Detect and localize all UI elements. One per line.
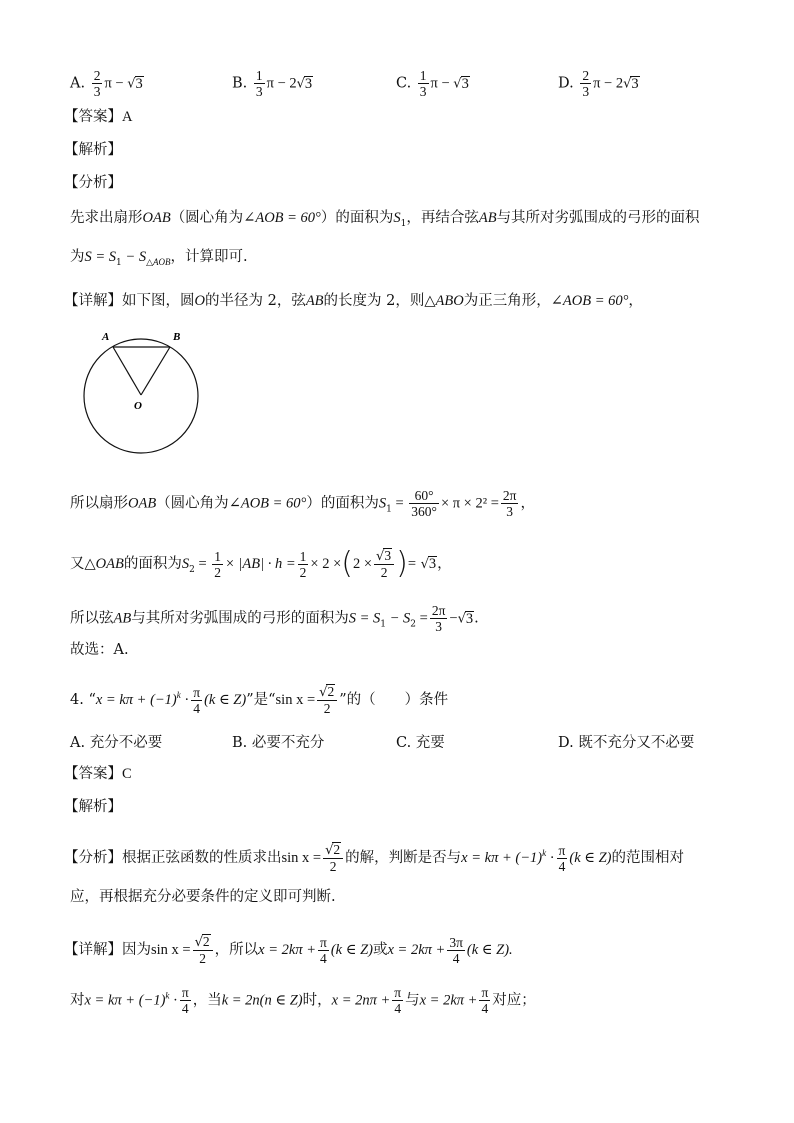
- xiangjie-label: 【详解】: [64, 293, 122, 309]
- fraction: $\frac{\pi}{4}$: [394, 985, 402, 1016]
- fraction: $\frac{√2}{2}$: [193, 934, 213, 966]
- q4-option-a: A. 充分不必要: [70, 735, 163, 751]
- fraction: $\frac{1}{3}$: [255, 68, 263, 99]
- radius-oa: [113, 347, 141, 395]
- answer-value: A: [122, 109, 133, 125]
- fraction: $\frac{\pi}{4}$: [193, 684, 201, 716]
- q4-option-b: B. 必要不充分: [232, 735, 325, 751]
- fraction: $\frac{2\pi}{3}$: [502, 488, 517, 519]
- q4-last-line: 对$x = k\pi + (-1)^k$ · $\frac{\pi}{4}$ ，当k = 2n(n ∈ Z)时，x = 2nπ + $\frac{\pi}{4}$ 与x = 2kπ + $\frac{\pi}{4}$ 对应；: [70, 985, 536, 1016]
- answer-label: 【答案】: [64, 766, 122, 782]
- fraction: $\frac{60^\circ}{360^\circ}$: [411, 488, 437, 519]
- answer-value: C: [122, 766, 132, 782]
- q4-answer-line: [64, 764, 132, 784]
- q4-option-c: C. 充要: [396, 735, 445, 751]
- q4-xiangjie-line: 【详解】因为sin x = $\frac{√2}{2}$ ，所以x = 2kπ + $\frac{\pi}{4}$ (k ∈ Z)或x = 2kπ + $\frac{3\pi}{4}$ (k ∈ Z).: [64, 934, 513, 966]
- fraction: $\frac{1}{2}$: [214, 548, 222, 580]
- s2-line: 又△OAB的面积为$S_2$ = $\frac{1}{2}$ × |AB| · h = $\frac{1}{2}$ × 2 ×(2 × $\frac{√3}{2}$ )= √3，: [70, 546, 452, 581]
- fenxi-label: 【分析】: [64, 850, 122, 866]
- fraction: $\frac{1}{3}$: [419, 68, 427, 99]
- label-a: A: [102, 331, 110, 343]
- fenxi-label: 【分析】: [64, 175, 122, 191]
- jiexi-label: 【解析】: [64, 142, 122, 158]
- fenxi-line-1: 先求出扇形OAB（圆心角为∠AOB = 60°）的面积为$S_1$，再结合弦AB与其所对劣弧围成的弓形的面积: [70, 210, 700, 229]
- option-d: D. $\frac{2}{3}$ π − 2√3: [558, 68, 639, 99]
- fraction: $\frac{\pi}{4}$: [481, 985, 489, 1016]
- option-letter: D.: [558, 75, 574, 92]
- q4-option-d: D. 既不充分又不必要: [558, 735, 695, 751]
- option-letter: A.: [70, 75, 86, 92]
- fraction: $\frac{√3}{2}$: [374, 548, 394, 580]
- q4-stem: 4. “$x = k\pi + (-1)^k$ · $\frac{\pi}{4}$ (k ∈ Z)”是“sin x = $\frac{√2}{2}$ ”的（ ）条件: [70, 684, 449, 716]
- answer-label: 【答案】: [64, 109, 122, 125]
- fraction: $\frac{√2}{2}$: [323, 842, 343, 874]
- xiangjie-label: 【详解】: [64, 942, 122, 958]
- option-c: C. $\frac{1}{3}$ π − √3: [396, 68, 469, 99]
- option-b: B. $\frac{1}{3}$ π − 2√3: [232, 68, 313, 99]
- fraction: $\frac{1}{2}$: [299, 548, 307, 580]
- s1-line: 所以扇形OAB（圆心角为∠AOB = 60°）的面积为$S_1$ = $\frac{60^\circ}{360^\circ}$ × π × 2² = $\frac{2\pi}{3}$ ，: [70, 488, 535, 519]
- q4-fenxi-line-1: 【分析】根据正弦函数的性质求出sin x = $\frac{√2}{2}$ 的解，判断是否与$x = k\pi + (-1)^k$ · $\frac{\pi}{4}$ (k ∈ Z)的范围相对: [64, 842, 684, 874]
- fraction: $\frac{2}{3}$: [582, 68, 590, 99]
- q4-fenxi-line-2: 应，再根据充分必要条件的定义即可判断.: [70, 889, 336, 905]
- xiangjie-line: 【详解】如下图，圆O的半径为 2，弦AB的长度为 2，则△ABO为正三角形，∠AOB = 60°，: [64, 293, 643, 309]
- circle-diagram: [80, 326, 210, 456]
- fraction: $\frac{2\pi}{3}$: [431, 603, 446, 634]
- fraction: $\frac{√2}{2}$: [317, 684, 337, 716]
- label-b: B: [173, 331, 181, 343]
- fenxi-line-2: 为$S = S_1 - S_{\triangle AOB}$，计算即可.: [70, 249, 248, 268]
- fraction: $\frac{2}{3}$: [93, 68, 101, 99]
- option-a: A. $\frac{2}{3}$ π − √3: [70, 68, 143, 99]
- q4-jiexi-label: 【解析】: [64, 799, 122, 815]
- fraction: $\frac{\pi}{4}$: [320, 934, 327, 966]
- circle-o: [84, 339, 198, 453]
- fraction: $\frac{\pi}{4}$: [181, 985, 189, 1016]
- fraction: $\frac{3\pi}{4}$: [449, 934, 463, 966]
- s3-line: 所以弦AB与其所对劣弧围成的弓形的面积为$S = S_1 - S_2$ = $\frac{2\pi}{3}$ −√3.: [70, 603, 479, 634]
- radius-ob: [141, 347, 170, 395]
- answer-line: [64, 107, 132, 127]
- option-letter: C.: [396, 75, 412, 92]
- label-o: O: [134, 400, 142, 412]
- fraction: $\frac{\pi}{4}$: [558, 842, 566, 874]
- option-letter: B.: [232, 75, 248, 92]
- guxuan-line: 故选：A.: [70, 642, 129, 658]
